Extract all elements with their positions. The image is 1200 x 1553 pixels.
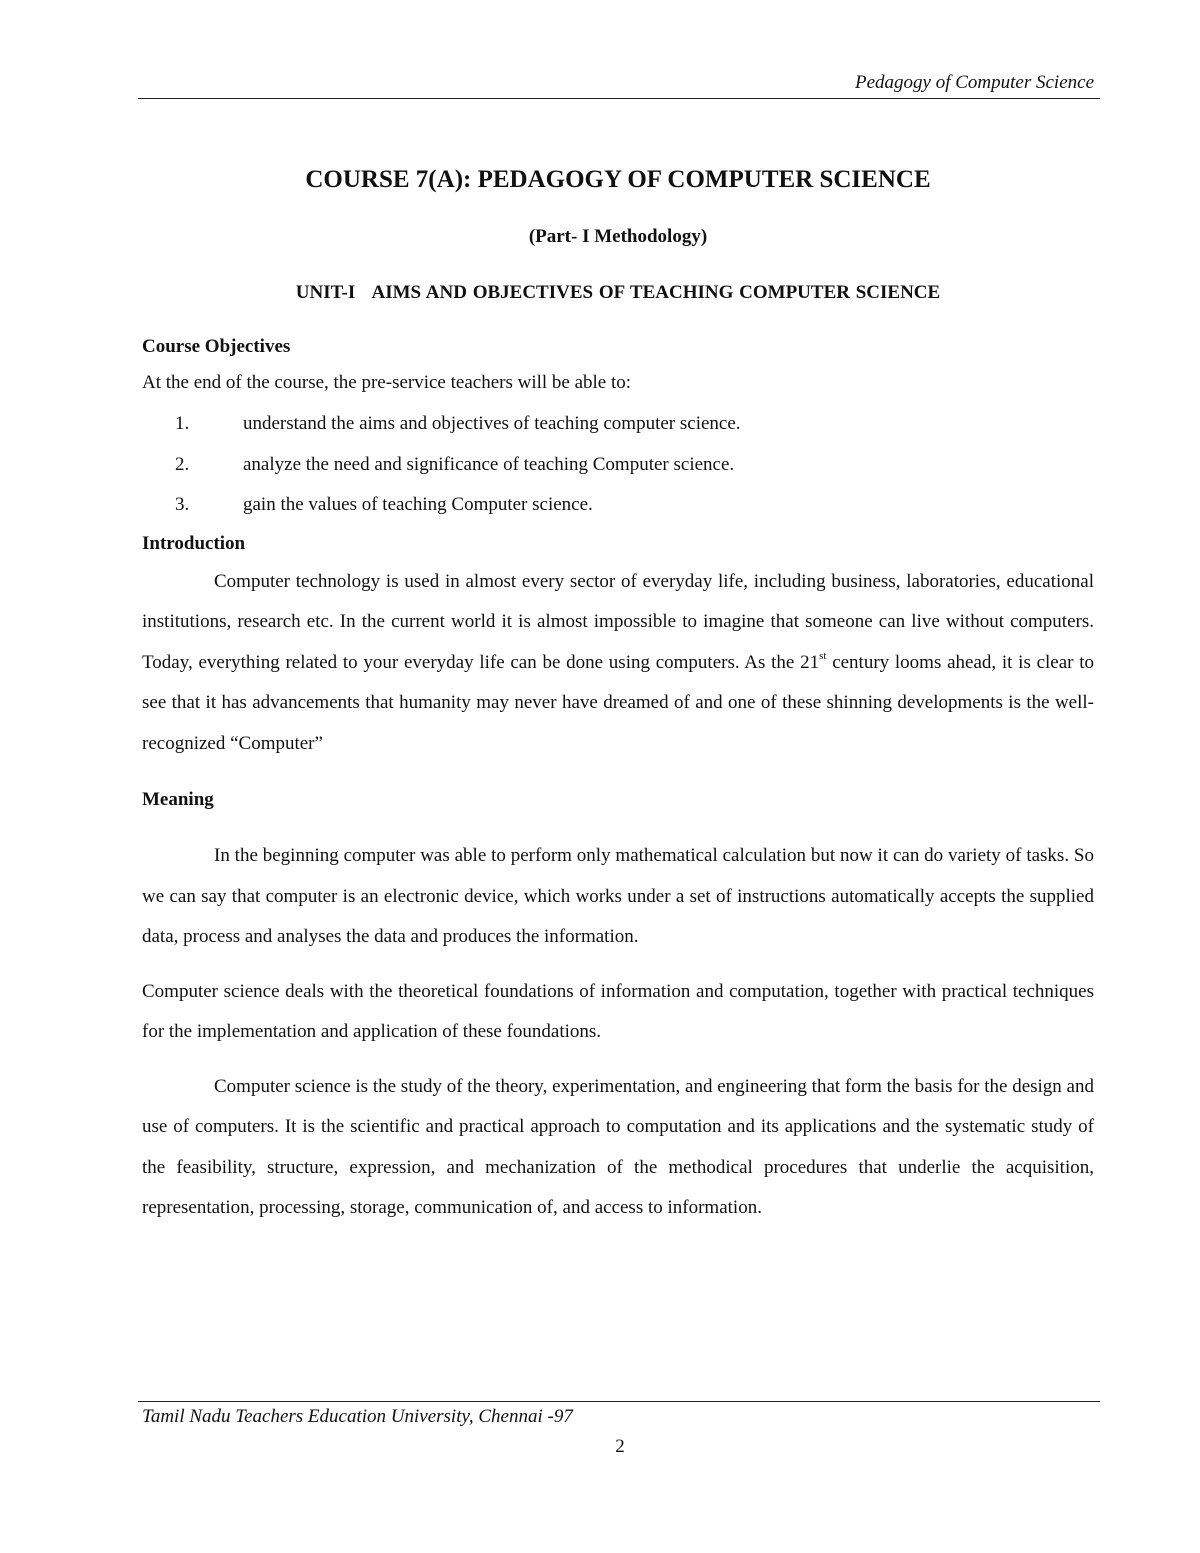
course-objectives-heading: Course Objectives	[142, 336, 291, 357]
footer-divider	[138, 1401, 1100, 1402]
running-title: Pedagogy of Computer Science	[854, 72, 1094, 93]
list-item-number: 1.	[175, 413, 190, 434]
meaning-paragraph-1: In the beginning computer was able to perform only mathematical calculation but now it can do variety of tasks. So we can say that computer is an electronic device, which works under a set of instructions automatically accepts the supplied data, process and analyses the data and produces the information.	[142, 845, 1094, 947]
footer-institution: Tamil Nadu Teachers Education University, Chennai -97	[142, 1406, 573, 1427]
page-content	[142, 150, 1094, 1229]
ordinal-superscript: st	[819, 649, 827, 662]
list-item-text: analyze the need and significance of teaching Computer science.	[243, 453, 735, 475]
introduction-heading: Introduction	[142, 532, 246, 554]
introduction-paragraph	[142, 562, 1094, 765]
meaning-paragraph-2: Computer science deals with the theoretical foundations of information and computation, together with practical techniques for the implementation and application of these foundations.	[142, 980, 1094, 1042]
list-item	[142, 445, 1094, 486]
list-item-text: gain the values of teaching Computer science.	[243, 494, 593, 515]
list-item-number: 3.	[175, 494, 190, 515]
introduction-text-part-2: century looms ahead, it is clear to see that it has advancements that humanity may never have dreamed of and one of these shinning developments is the well-recognized “Computer”	[142, 651, 1094, 754]
list-item-text: understand the aims and objectives of teaching computer science.	[243, 413, 741, 434]
page-number: 2	[615, 1436, 625, 1457]
list-item	[142, 404, 1094, 445]
part-title: (Part- I Methodology)	[528, 226, 708, 247]
list-item	[142, 485, 1094, 526]
meaning-paragraph-3: Computer science is the study of the theory, experimentation, and engineering that form the basis for the design and use of computers. It is the scientific and practical approach to computation and its applications and the systematic study of the feasibility, structure, expression, and mechanization of the methodical procedures that underlie the acquisition, representation, processing, storage, communication of, and access to information.	[142, 1075, 1094, 1218]
unit-title: UNIT-I AIMS AND OBJECTIVES OF TEACHING COMPUTER SCIENCE	[295, 282, 941, 303]
introduction-text-part-1: Computer technology is used in almost every sector of everyday life, including business, laboratories, educational institutions, research etc. In the current world it is almost impossible to imagine that someone can live without computers. Today, everything related to your everyday life can be done using computers. As the 21	[142, 570, 1094, 673]
header-divider	[138, 98, 1100, 99]
list-item-number: 2.	[175, 453, 190, 475]
meaning-heading: Meaning	[142, 789, 214, 810]
objectives-intro: At the end of the course, the pre-service teachers will be able to:	[142, 372, 632, 393]
course-title: COURSE 7(A): PEDAGOGY OF COMPUTER SCIENCE	[305, 166, 931, 193]
objectives-list	[142, 404, 1094, 526]
